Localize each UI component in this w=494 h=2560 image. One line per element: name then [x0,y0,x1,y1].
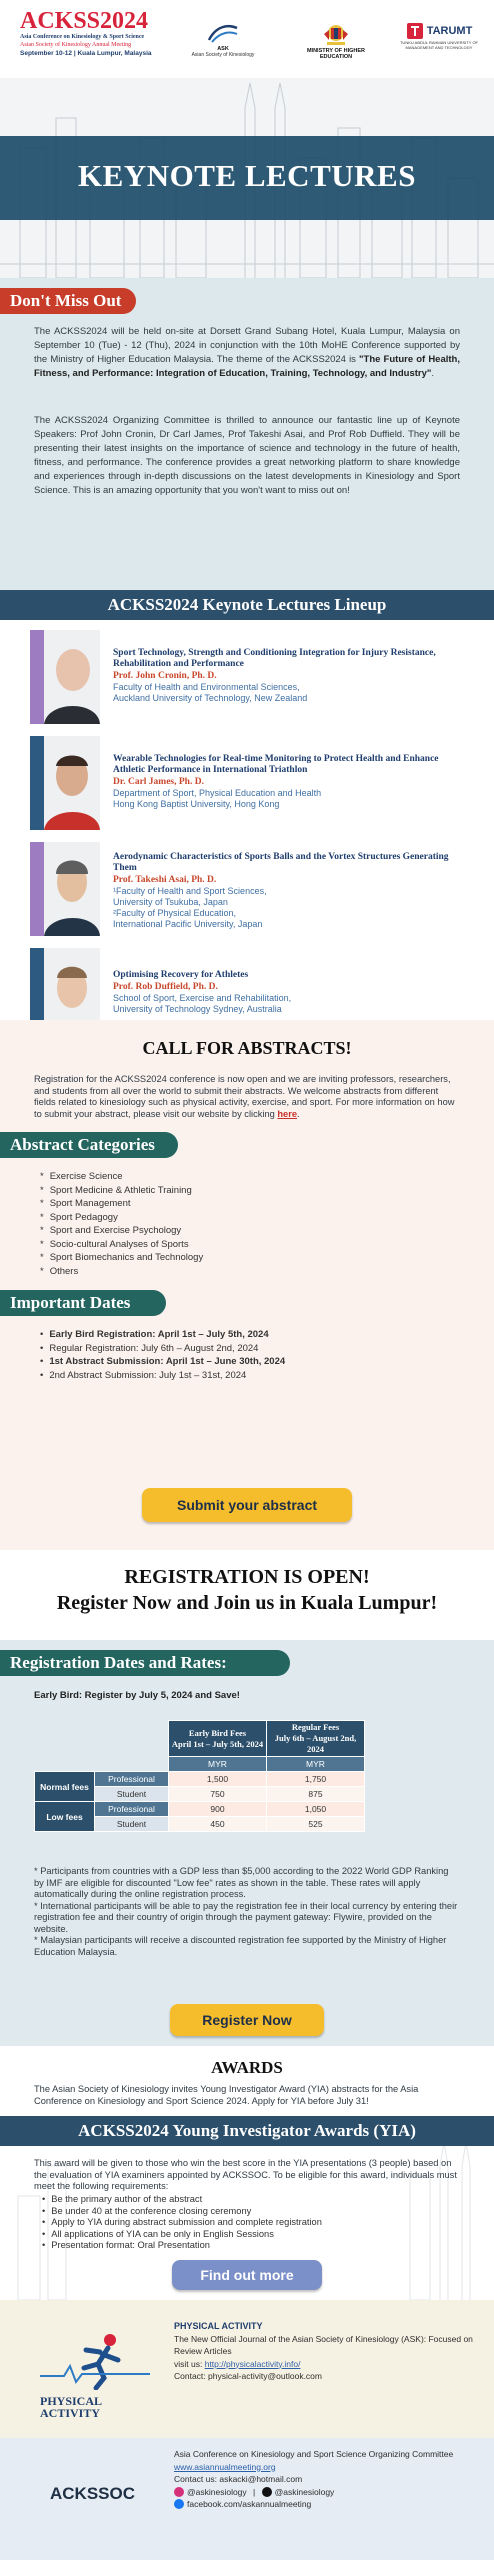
fee-note: * Participants from countries with a GDP less than $5,000 according to the 2022 World GDP Ranking by IMF are eligible for discounted "Low fee" rates as shown in the table. These rates will apply automatically during the online registration process. [34,1866,449,1899]
fee-cell: 1,500 [169,1772,267,1787]
date-value: : April 1st – July 5th, 2024 [152,1329,269,1340]
find-out-more-button[interactable]: Find out more [172,2260,322,2290]
fee-cell: 525 [267,1817,365,1832]
speaker-affiliation: Hong Kong Baptist University, Hong Kong [113,799,280,809]
speaker-affiliation: ²Faculty of Physical Education, [113,908,237,918]
speaker-topic: Optimising Recovery for Athletes [113,970,249,980]
journal-visit [174,2358,484,2371]
organizer-footer [0,2438,494,2560]
speaker-card[interactable] [30,736,470,836]
keynote-announcement: The ACKSS2024 Organizing Committee is thrilled to announce our fantastic line up of Keynote Speakers: Prof John Cronin, Dr Carl James, Prof Takeshi Asai, and Prof Rob Duffield. They will be presenting their latest insights on the importance of science and technology in the future of health, fitness, and performance. The conference provides a great networking platform to share knowledge and experiences through in-depth discussions on the latest developments in Kinesiology and Sport Science. This is an amazing opportunity that you won't want to miss out on! [34,415,460,496]
date-value: : April 1st – June 30th, 2024 [160,1356,286,1367]
fee-cell: 875 [267,1787,365,1802]
awards-intro: The Asian Society of Kinesiology invites Young Investigator Award (YIA) abstracts for the Asia Conference on Kinesiology and Sport Science 2024. Apply for YIA before July 31! [34,2084,419,2106]
speaker-topic: Sport Technology, Strength and Conditioning Integration for Injury Resistance, Rehabilitation and Performance [113,648,436,669]
currency-cell: MYR [267,1757,365,1772]
x-handle[interactable]: @askinesiology [274,2486,335,2497]
call-paragraph [34,1074,460,1120]
fee-note: * Malaysian participants will receive a discounted registration fee supported by the Ministry of Higher Education Malaysia. [34,1935,447,1957]
runner-icon [40,2330,150,2390]
student-label: Student [95,1817,169,1832]
list-item: * Sport Biomechanics and Technology [40,1251,460,1265]
yia-requirements [42,2194,462,2252]
list-item [40,1328,460,1342]
facebook-link[interactable] [174,2498,484,2511]
list-item: * Socio-cultural Analyses of Sports [40,1238,460,1252]
tarumt-logo-sub: TUNKU ABDUL RAHMAN UNIVERSITY OF MANAGEMENT AND TECHNOLOGY [399,40,478,50]
brand-line2: Asian Society of Kinesiology Annual Meeting [20,41,132,48]
list-item: • Be the primary author of the abstract [42,2194,462,2206]
speaker-info [113,852,463,930]
journal-info [174,2320,484,2383]
page-title: KEYNOTE LECTURES [78,158,416,193]
journal-desc: The New Official Journal of the Asian Society of Kinesiology (ASK): Focused on Review Articles [174,2333,473,2356]
table-corner [35,1721,95,1757]
instagram-handle[interactable]: @askinesiology [187,2486,247,2497]
speaker-name: Dr. Carl James, Ph. D. [113,777,204,787]
speaker-affiliation: University of Tsukuba, Japan [113,897,228,907]
list-item: • Apply to YIA during abstract submission and complete registration [42,2217,462,2229]
ask-logo[interactable] [188,22,258,58]
speaker-name: Prof. Takeshi Asai, Ph. D. [113,875,217,885]
registration-subheading: Register Now and Join us in Kuala Lumpur! [56,1592,438,1614]
speaker-affiliation: Faculty of Health and Environmental Sciences, [113,682,300,692]
tarumt-logo[interactable] [394,22,484,50]
currency-cell: MYR [169,1757,267,1772]
table-corner [95,1757,169,1772]
student-label: Student [95,1787,169,1802]
intro-text: The ACKSS2024 will be held on-site at Dorsett Grand Subang Hotel, Kuala Lumpur, Malaysia on September 10 (Tue) - 12 (Thu), 2024 in conjunction with the 10th MoHE Conference supported by the Ministry of Higher Education Malaysia. The theme of the ACKSS2024 is [34,326,460,365]
tarumt-logo-name: TARUMT [426,25,473,37]
brand-date: September 10-12 | Kuala Lumpur, Malaysia [20,50,152,57]
list-item: • Presentation format: Oral Presentation [42,2240,462,2252]
journal-footer [0,2300,494,2438]
journal-contact: Contact: physical-activity@outlook.com [174,2371,322,2381]
speaker-affiliation: Department of Sport, Physical Education and Health [113,788,322,798]
categories-list [40,1170,460,1278]
speaker-info [113,970,463,1015]
x-icon[interactable] [262,2487,272,2497]
organizer-name: Asia Conference on Kinesiology and Sport Science Organizing Committee [174,2449,454,2459]
speaker-card[interactable] [30,630,470,730]
speaker-affiliation: School of Sport, Exercise and Rehabilitation, [113,993,292,1003]
speaker-name: Prof. Rob Duffield, Ph. D. [113,982,218,992]
speaker-info [113,754,463,810]
categories-heading: Abstract Categories [0,1132,178,1158]
table-corner [35,1757,95,1772]
awards-section [0,2046,494,2300]
call-heading: CALL FOR ABSTRACTS! [142,1038,352,1058]
dates-list [40,1328,460,1382]
call-section [0,1020,494,1550]
call-text: Registration for the ACKSS2024 conference is now open and we are inviting professors, researchers, and students from all over the world to submit their abstracts. We welcome abstracts from different fields related to kinesiology such as physical activity, exercise, and sport. For more information on how to submit your abstract, please visit our website by clicking [34,1074,455,1119]
fee-cell: 750 [169,1787,267,1802]
lineup-section [0,590,494,1020]
dont-miss-heading: Don't Miss Out [0,288,136,314]
speaker-photo [30,736,100,830]
speaker-affiliation: ¹Faculty of Health and Sport Sciences, [113,886,267,896]
conference-theme: "The Future of Health, Fitness, and Performance: Integration of Education, Training, Technology, and Industry" [34,354,460,379]
intro-paragraph [34,325,460,381]
professional-label: Professional [95,1772,169,1787]
regular-header [267,1721,365,1757]
hero-banner [0,78,494,278]
list-item: • All applications of YIA can be only in English Sessions [42,2229,462,2241]
coat-of-arms-icon [321,22,351,46]
organizer-info [174,2448,484,2511]
list-item: * Sport Pedagogy [40,1211,460,1225]
registration-open-heading: REGISTRATION IS OPEN! [124,1566,370,1588]
col-dates: July 6th – August 2nd, 2024 [274,1733,357,1754]
table-corner [95,1721,169,1757]
ask-logo-sub: Asian Society of Kinesiology [191,52,255,58]
date-label: Early Bird Registration [49,1329,153,1340]
normal-fees-label: Normal fees [35,1772,95,1802]
list-item: * Others [40,1265,460,1279]
yia-description: This award will be given to those who win the best score in the YIA presentations (3 people) based on the evaluation of YIA examiners appointed by ACKSSOC. To be eligible for this award, individuals must meet the following requirements: [34,2158,457,2191]
awards-heading: AWARDS [211,2058,283,2077]
speaker-photo [30,630,100,724]
list-item [40,1355,460,1369]
fee-notes [34,1866,460,1958]
fees-table-wrap [0,1720,494,1850]
list-item: • Regular Registration: July 6th – August 2nd, 2024 [40,1342,460,1356]
lineup-heading: ACKSS2024 Keynote Lectures Lineup [0,590,494,620]
fees-table [34,1720,365,1832]
list-item: • 2nd Abstract Submission: July 1st – 31st, 2024 [40,1369,460,1383]
date-label: 1st Abstract Submission [49,1356,161,1367]
ask-logo-name: ASK [217,46,229,52]
early-bird-header [169,1721,267,1757]
col-title: Early Bird Fees [188,1727,247,1738]
speaker-info [113,648,463,704]
speaker-photo [30,842,100,936]
call-end: . [297,1108,300,1119]
speaker-affiliation: Auckland University of Technology, New Zealand [113,693,308,703]
ask-emblem-icon [206,22,240,44]
ackss-logo[interactable] [20,8,180,57]
col-dates: April 1st – July 5th, 2024 [171,1738,264,1749]
speaker-topic: Wearable Technologies for Real-time Monitoring to Protect Health and Enhance Athletic Performance in International Triathlon [113,754,439,775]
speaker-affiliation: International Pacific University, Japan [113,919,263,929]
instagram-icon[interactable] [174,2487,184,2497]
fee-note: * International participants will be able to pay the registration fee in their local currency by entering their registration fee and their country of origin through the payment gateway: Flywire, provided on the website. [34,1900,458,1934]
here-link[interactable]: here [277,1108,298,1119]
journal-heading: PHYSICAL ACTIVITY [174,2321,263,2331]
organizer-link[interactable]: www.asiannualmeeting.org [174,2461,276,2472]
early-bird-note: Early Bird: Register by July 5, 2024 and Save! [34,1690,240,1701]
visit-label: visit us: [174,2358,205,2369]
list-item: * Exercise Science [40,1170,460,1184]
rates-heading: Registration Dates and Rates: [0,1650,290,1676]
brand-line1: Asia Conference on Kinesiology & Sport Science [20,34,145,40]
fee-cell: 450 [169,1817,267,1832]
speaker-name: Prof. John Cronin, Ph. D. [113,671,217,681]
list-item: * Sport Medicine & Athletic Training [40,1184,460,1198]
header [0,0,494,78]
fee-cell: 900 [169,1802,267,1817]
organizer-contact: Contact us: askacki@hotmail.com [174,2474,303,2484]
list-item: * Sport and Exercise Psychology [40,1224,460,1238]
rates-section [0,1640,494,2046]
ackssoc-logo[interactable]: ACKSSOC [50,2484,136,2503]
dont-miss-section [0,278,494,590]
register-now-button[interactable]: Register Now [170,2004,324,2036]
fee-cell: 1,750 [267,1772,365,1787]
speaker-card[interactable] [30,842,470,942]
tarumt-emblem-icon [406,22,424,40]
speaker-affiliation: University of Technology Sydney, Australia [113,1004,282,1014]
dates-heading: Important Dates [0,1290,166,1316]
physical-activity-logo[interactable] [40,2330,150,2420]
journal-link[interactable]: http://physicalactivity.info/ [204,2358,301,2369]
professional-label: Professional [95,1802,169,1817]
yia-heading: ACKSS2024 Young Investigator Awards (YIA) [0,2116,494,2146]
fee-cell: 1,050 [267,1802,365,1817]
intro-end: . [431,368,435,379]
pa-logo-text: PHYSICAL ACTIVITY [40,2394,102,2420]
social-links: @askinesiology | @askinesiology [174,2486,484,2499]
ministry-logo[interactable] [296,22,376,60]
brand-title: ACKSS2024 [20,8,149,34]
col-title: Regular Fees [291,1722,340,1732]
facebook-url[interactable]: facebook.com/askannualmeeting [187,2499,312,2509]
facebook-icon[interactable] [174,2499,184,2509]
list-item: * Sport Management [40,1197,460,1211]
ministry-logo-name: MINISTRY OF HIGHER EDUCATION [306,48,366,60]
speaker-topic: Aerodynamic Characteristics of Sports Balls and the Vortex Structures Generating Them [113,852,449,873]
list-item: • Be under 40 at the conference closing ceremony [42,2206,462,2218]
low-fees-label: Low fees [35,1802,95,1832]
submit-abstract-button[interactable]: Submit your abstract [142,1488,352,1522]
registration-banner [0,1550,494,1640]
